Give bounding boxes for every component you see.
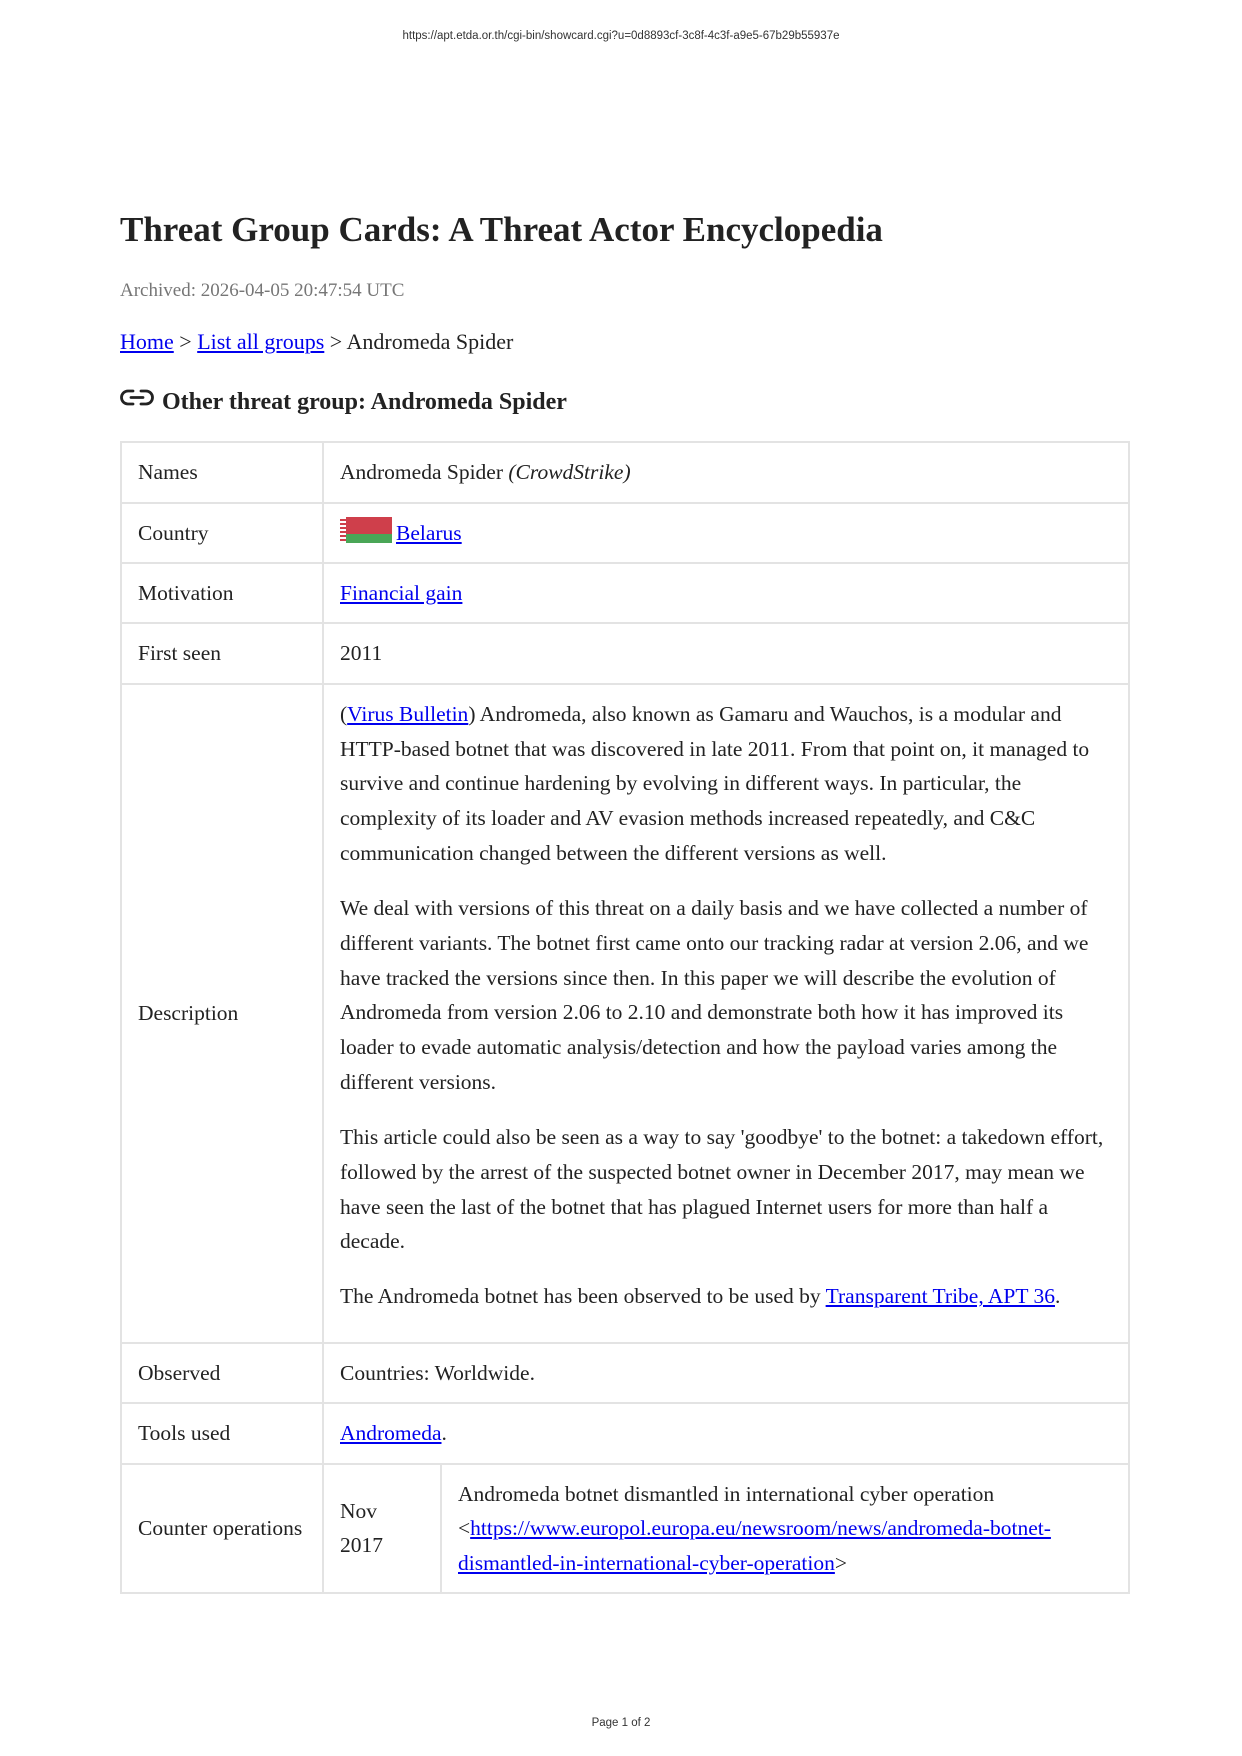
page-title: Threat Group Cards: A Threat Actor Encyclopedia	[120, 210, 883, 249]
breadcrumb-list-link[interactable]: List all groups	[197, 329, 325, 355]
description-text: ) Andromeda, also known as Gamaru and Wauchos, is a modular and HTTP-based botnet that was discovered in late 2011. From that point on, it managed to survive and continue hardening by evolving in different ways. In particular, the complexity of its loader and AV evasion methods increased repeatedly, and C&C communication changed between the different versions as well.	[340, 701, 1090, 866]
breadcrumb	[120, 329, 1130, 355]
period: .	[1055, 1284, 1061, 1309]
table-row	[121, 563, 1129, 623]
breadcrumb-separator: >	[173, 329, 198, 355]
names-source: (CrowdStrike)	[508, 460, 631, 485]
breadcrumb-home-link[interactable]: Home	[120, 329, 174, 355]
counter-operation-date: Nov 2017	[323, 1464, 441, 1593]
description-paragraph: This article could also be seen as a way to say 'goodbye' to the botnet: a takedown effort, followed by the arrest of the suspected botnet owner in December 2017, may mean we have seen the last of the botnet that has plagued Internet users for more than half a decade.	[340, 1124, 1104, 1254]
angle-close: >	[834, 1550, 848, 1575]
archived-timestamp: Archived: 2026-04-05 20:47:54 UTC	[120, 280, 405, 302]
names-value-cell	[323, 442, 1129, 502]
threat-card-table	[120, 441, 1130, 1594]
motivation-value-cell	[323, 563, 1129, 623]
table-row	[121, 623, 1129, 683]
section-heading	[120, 389, 1130, 416]
motivation-label: Motivation	[121, 563, 323, 623]
period: .	[441, 1421, 447, 1446]
country-value: Belarus	[396, 520, 462, 545]
section-title: Other threat group: Andromeda Spider	[162, 389, 567, 416]
print-url: https://apt.etda.or.th/cgi-bin/showcard.cgi?u=0d8893cf-3c8f-4c3f-a9e5-67b29b55937e	[402, 30, 840, 42]
angle-open: <	[458, 1516, 471, 1541]
description-value-cell	[323, 684, 1129, 1343]
breadcrumb-separator: >	[324, 329, 347, 355]
first-seen-value: 2011	[323, 623, 1129, 683]
observed-label: Observed	[121, 1343, 323, 1403]
tools-label: Tools used	[121, 1403, 323, 1463]
table-row	[121, 1403, 1129, 1463]
andromeda-tool-link[interactable]: Andromeda	[340, 1421, 442, 1446]
description-paragraph	[340, 1279, 1112, 1314]
transparent-tribe-link[interactable]: Transparent Tribe, APT 36	[825, 1284, 1055, 1309]
country-label: Country	[121, 503, 323, 563]
table-row	[121, 442, 1129, 502]
counter-operation-text: Andromeda botnet dismantled in international cyber operation	[458, 1481, 995, 1506]
names-label: Names	[121, 442, 323, 502]
virus-bulletin-link[interactable]: Virus Bulletin	[347, 701, 469, 726]
table-row	[121, 503, 1129, 563]
motivation-link[interactable]: Financial gain	[340, 581, 463, 606]
paren-open: (	[340, 701, 348, 726]
breadcrumb-current: Andromeda Spider	[346, 329, 514, 355]
observed-value: Countries: Worldwide.	[323, 1343, 1129, 1403]
counter-operation-description	[441, 1464, 1129, 1593]
table-row	[121, 1343, 1129, 1403]
counter-operations-label: Counter operations	[121, 1464, 323, 1593]
belarus-flag-icon	[340, 517, 392, 543]
tools-value-cell	[323, 1403, 1129, 1463]
europol-link[interactable]: https://www.europol.europa.eu/newsroom/news/andromeda-botnet-dismantled-in-international-cyber-operation	[458, 1516, 1051, 1575]
description-text: The Andromeda botnet has been observed to be used by	[340, 1284, 826, 1309]
first-seen-label: First seen	[121, 623, 323, 683]
table-row	[121, 1464, 1129, 1593]
description-label: Description	[121, 684, 323, 1343]
table-row	[121, 684, 1129, 1343]
link-icon[interactable]	[120, 387, 154, 409]
country-link[interactable]	[340, 521, 462, 545]
description-paragraph: We deal with versions of this threat on a daily basis and we have collected a number of different variants. The botnet first came onto our tracking radar at version 2.06, and we have tracked the versions since then. In this paper we will describe the evolution of Andromeda from version 2.06 to 2.10 and demonstrate both how it has improved its loader to evade automatic analysis/detection and how the payload varies among the different versions.	[340, 895, 1089, 1095]
main-content	[120, 210, 1130, 1594]
page-number: Page 1 of 2	[591, 1717, 651, 1729]
description-paragraph	[340, 697, 1112, 871]
country-value-cell	[323, 503, 1129, 563]
names-value: Andromeda Spider	[340, 460, 504, 485]
